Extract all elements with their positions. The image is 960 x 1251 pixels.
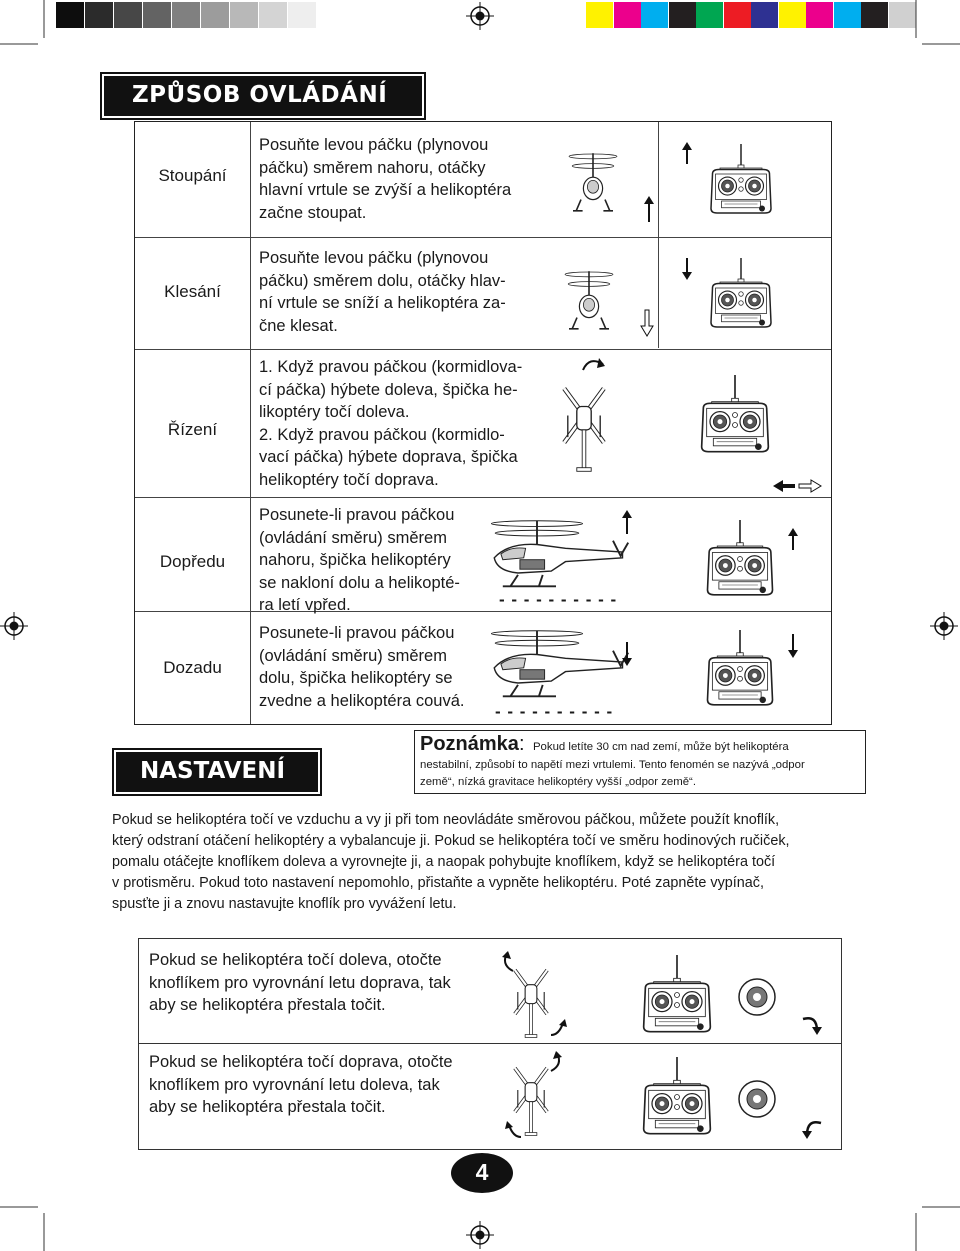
rotate-arrow-icon (549, 1019, 569, 1039)
trim-adjust-table (138, 938, 842, 1150)
control-label: Klesání (164, 282, 221, 301)
note-box (414, 730, 866, 794)
control-label: Dopředu (159, 552, 226, 571)
rotate-arrow-icon (545, 1051, 565, 1073)
controls-section-title: ZPŮSOB OVLÁDÁNÍ (132, 82, 388, 108)
controls-table (134, 121, 832, 725)
arrow-down-icon (787, 634, 799, 658)
setup-section-heading (112, 748, 322, 796)
control-row-forward (135, 498, 831, 612)
helicopter-side-icon (475, 516, 637, 592)
control-label: Dozadu (163, 658, 222, 677)
note-title: Poznámka (420, 733, 519, 755)
remote-controller-icon (695, 360, 775, 470)
trim-description: Pokud se helikoptéra točí doprava, otočte knoflíkem pro vyrovnání letu doleva, tak aby se helikoptéra přestala točit. (149, 1053, 453, 1116)
rotate-counterclockwise-icon (801, 1117, 823, 1139)
rotate-arrow-icon (499, 951, 519, 973)
note-text-1: Pokud letíte 30 cm nad zemí, může být helikoptéra (532, 741, 789, 753)
control-row-backward (135, 612, 831, 724)
note-text-2: nestabilní, způsobí to napětí mezi vrtulemi. Tento fenomén se nazývá „odpor (420, 759, 805, 771)
ground-dashes: - - - - - - - - - - (499, 590, 618, 609)
ground-dashes: - - - - - - - - - - (495, 702, 614, 721)
page-number: 4 (475, 1159, 489, 1185)
note-colon: : (518, 733, 525, 755)
control-description: Posunete-li pravou páčkou (ovládání směru) směrem nahoru, špička helikoptéry se nakloní dolu a helikopté- ra letí vpřed. (259, 506, 460, 614)
control-label: Stoupání (158, 166, 227, 185)
arrow-down-outline-icon (641, 310, 653, 336)
control-description: Posunete-li pravou páčkou (ovládání směru) směrem dolu, špička helikoptéry se zvedne a helikoptéra couvá. (259, 624, 465, 710)
remote-controller-icon (637, 947, 717, 1043)
remote-controller-icon (705, 242, 777, 346)
trim-knob-zoom-icon (735, 975, 779, 1019)
arrow-up-icon (787, 528, 799, 550)
arrow-left-right-icon (773, 480, 821, 492)
control-label: Řízení (167, 420, 218, 439)
helicopter-front-icon (565, 146, 621, 218)
helicopter-top-icon (557, 374, 611, 484)
remote-controller-icon (705, 128, 777, 232)
control-row-ascend (135, 122, 831, 238)
arrow-up-icon (681, 142, 693, 164)
arrow-up-icon (643, 196, 655, 222)
rotate-clockwise-icon (801, 1013, 823, 1035)
arrow-down-icon (681, 258, 693, 280)
rotate-arrow-icon (581, 354, 607, 374)
page-number-badge (451, 1153, 513, 1193)
helicopter-side-icon (475, 626, 637, 702)
arrow-down-icon (621, 642, 633, 666)
control-description: 1. Když pravou páčkou (kormidlova- cí páčka) hýbete doleva, špička he- likoptéry točí doleva. 2. Když pravou páčkou (kormidlo- vací páčka) hýbete doprava, špička helikoptéry točí doprava. (259, 358, 523, 489)
remote-controller-icon (637, 1049, 717, 1145)
control-row-steering (135, 350, 831, 498)
arrow-up-icon (621, 510, 633, 534)
setup-section-title: NASTAVENÍ (140, 758, 286, 784)
control-description: Posuňte levou páčku (plynovou páčku) směrem dolu, otáčky hlav- ní vrtule se sníží a helikoptéra za- čne klesat. (259, 249, 506, 335)
trim-description: Pokud se helikoptéra točí doleva, otočte knoflíkem pro vyrovnání letu doprava, tak aby se helikoptéra přestala točit. (149, 951, 451, 1014)
trim-knob-zoom-icon (735, 1077, 779, 1121)
remote-controller-icon (701, 510, 779, 608)
helicopter-front-icon (561, 264, 617, 336)
note-text-3: země“, nízká gravitace helikoptéry vyšší „odpor země“. (420, 776, 697, 788)
remote-controller-icon (701, 620, 779, 718)
setup-paragraph: Pokud se helikoptéra točí ve vzduchu a vy ji při tom neovládáte směrovou páčkou, můžete použít knoflík, který odstraní otáčení helikoptéry a vybalancuje ji. Pokud se helikoptéra točí ve směru hodinových ručiček, pomalu otáčejte knoflíkem doleva a vyrovnejte ji, a naopak pohybujte knoflíkem, když se helikoptéra točí v protisměru. Pokud toto nastavení nepomohlo, přistaňte a vypněte helikoptéru. Poté zapněte vypínač, spusťte ji a znovu nastavujte knoflík pro vyvážení letu. (112, 812, 790, 912)
control-description: Posuňte levou páčku (plynovou páčku) směrem nahoru, otáčky hlavní vrtule se zvýší a helikoptéra začne stoupat. (259, 136, 512, 222)
controls-section-heading (100, 72, 426, 120)
control-row-descend (135, 238, 831, 350)
rotate-arrow-icon (503, 1121, 523, 1141)
